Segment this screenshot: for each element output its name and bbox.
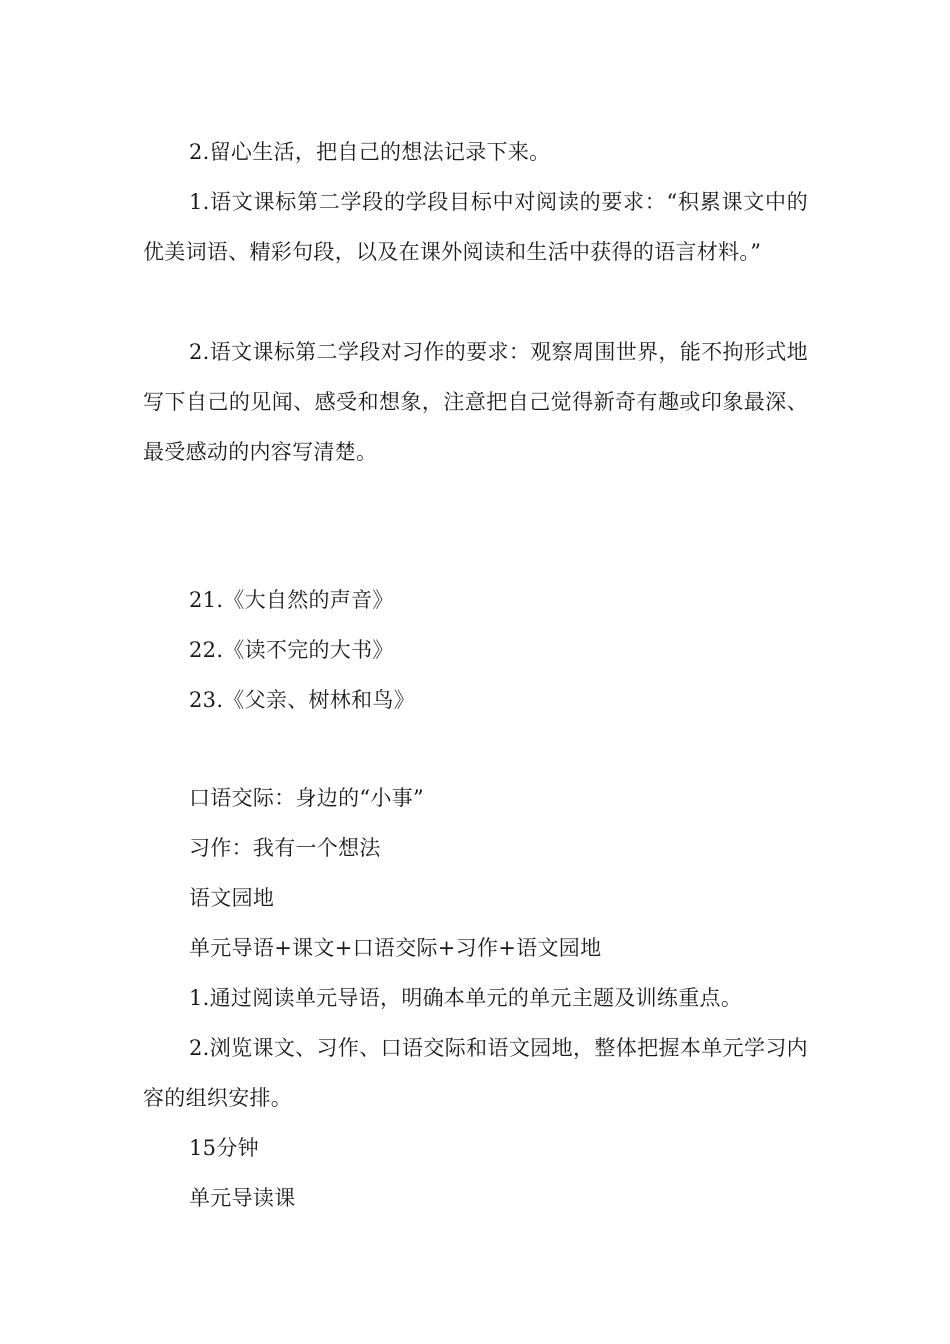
paragraph-keep-notes: 2.留心生活，把自己的想法记录下来。 [189, 140, 551, 164]
paragraph-writing-requirement: 2.语文课标第二学段对习作的要求：观察周围世界，能不拘形式地写下自己的见闻、感受和想象，注意把自己觉得新奇有趣或印象最深、最受感动的内容写清楚。 [143, 340, 808, 464]
language-garden-item: 语文园地 [189, 886, 275, 910]
unit-structure-line: 单元导语+课文+口语交际+习作+语文园地 [189, 936, 602, 960]
oral-communication-item: 口语交际：身边的“小事” [189, 786, 425, 810]
duration-text: 15分钟 [189, 1136, 259, 1160]
lesson-type-text: 单元导读课 [189, 1186, 296, 1210]
lesson-title-22: 22.《读不完的大书》 [189, 638, 394, 662]
lesson-title-23: 23.《父亲、树林和鸟》 [189, 688, 415, 712]
writing-item: 习作：我有一个想法 [189, 836, 381, 860]
paragraph-reading-requirement: 1.语文课标第二学段的学段目标中对阅读的要求：“积累课文中的优美词语、精彩句段，以及在课外阅读和生活中获得的语言材料。” [143, 190, 808, 264]
lesson-title-21: 21.《大自然的声音》 [189, 588, 394, 612]
goal-2-paragraph: 2.浏览课文、习作、口语交际和语文园地，整体把握本单元学习内容的组织安排。 [143, 1036, 808, 1110]
goal-1-paragraph: 1.通过阅读单元导语，明确本单元的单元主题及训练重点。 [189, 986, 743, 1010]
